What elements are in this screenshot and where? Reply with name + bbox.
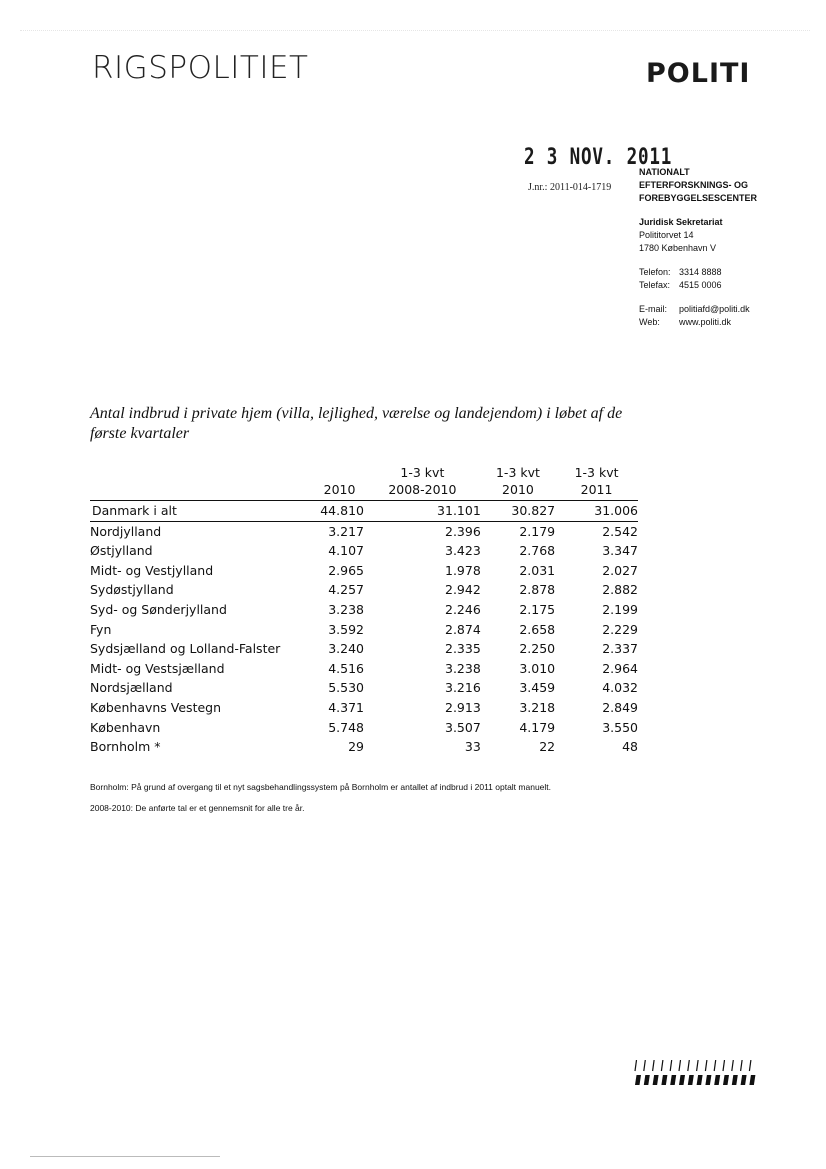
value-q-2010: 3.010 [519, 660, 556, 676]
value-q-2010: 4.179 [519, 719, 556, 735]
value-2008-2010: 3.423 [445, 543, 481, 559]
email-address: politiafd@politi.dk [679, 304, 750, 314]
barcode-bar [670, 1075, 676, 1085]
value-2010: 2.965 [328, 562, 364, 578]
region-name: Fyn [90, 621, 112, 637]
barcode-bar [732, 1075, 738, 1085]
table-row [90, 639, 638, 659]
fax-number: 4515 0006 [679, 280, 722, 290]
unit-name-line-3: FOREBYGGELSESCENTER [639, 193, 758, 203]
value-q-2010: 2.175 [519, 601, 556, 617]
value-2008-2010: 2.913 [445, 699, 481, 715]
value-q-2010: 2.658 [519, 621, 556, 637]
table-row [90, 678, 638, 698]
table-row [90, 620, 638, 640]
barcode-bar [697, 1060, 699, 1071]
table-row [90, 659, 638, 679]
value-2010: 3.238 [328, 601, 364, 617]
table-row [90, 521, 638, 541]
scan-artifact-bottom-line [30, 1156, 220, 1157]
scan-artifact-line [20, 30, 810, 31]
value-q-2011: 3.550 [602, 719, 638, 735]
value-q-2010: 22 [539, 739, 556, 755]
table-row [90, 737, 638, 757]
organization-name: RIGSPOLITIET [92, 50, 309, 86]
barcode-bar [705, 1060, 707, 1071]
region-name: Bornholm * [90, 739, 161, 755]
value-2008-2010: 2.335 [445, 641, 481, 657]
city-address: 1780 København V [639, 243, 717, 253]
table-row [90, 561, 638, 581]
header-region [90, 464, 315, 501]
unit-name-line-1: NATIONALT [639, 167, 690, 177]
region-name: Nordsjælland [90, 680, 173, 696]
total-value-2008-2010: 31.101 [364, 501, 481, 522]
email-row [639, 303, 757, 316]
barcode-bar [732, 1060, 734, 1071]
value-2008-2010: 2.396 [445, 523, 481, 539]
barcode-bar [697, 1075, 703, 1085]
table-row [90, 541, 638, 561]
phone-row [639, 266, 757, 279]
region-name: Københavns Vestegn [90, 699, 222, 715]
unit-name-line-2: EFTERFORSKNINGS- OG [639, 180, 749, 190]
value-2008-2010: 2.942 [445, 582, 481, 598]
value-q-2011: 2.542 [602, 523, 638, 539]
value-2010: 3.217 [328, 523, 364, 539]
footnote-bornholm: Bornholm: På grund af overgang til et nyt sagsbehandlingssystem på Bornholm er antallet af indbrud i 2011 optalt manuelt. [90, 782, 552, 792]
value-q-2010: 2.031 [519, 562, 556, 578]
header-col-4-line-1: 1-3 kvt [574, 465, 619, 480]
barcode-bar [644, 1075, 650, 1085]
value-q-2011: 2.229 [602, 621, 638, 637]
header-col-1 [315, 464, 364, 501]
street-address: Polititorvet 14 [639, 230, 694, 240]
value-q-2011: 2.849 [602, 699, 638, 715]
value-2010: 4.516 [328, 660, 364, 676]
value-2008-2010: 2.246 [445, 601, 481, 617]
phone-label: Telefon: [639, 267, 671, 277]
region-name: Midt- og Vestsjælland [90, 660, 225, 676]
table-row [90, 600, 638, 620]
header-col-2 [364, 464, 481, 501]
value-q-2010: 2.768 [519, 543, 556, 559]
total-value-q-2011: 31.006 [555, 501, 638, 522]
region-name: Nordjylland [90, 523, 162, 539]
fax-label: Telefax: [639, 280, 671, 290]
barcode-bar [635, 1075, 641, 1085]
journal-number: J.nr.: 2011-014-1719 [528, 182, 612, 193]
region-name: Midt- og Vestjylland [90, 562, 214, 578]
header-col-4-line-2: 2011 [580, 482, 613, 497]
value-q-2010: 2.250 [519, 641, 556, 657]
value-q-2011: 3.347 [602, 543, 638, 559]
web-address: www.politi.dk [679, 317, 732, 327]
header-col-1-line-2: 2010 [323, 482, 356, 497]
value-2008-2010: 2.874 [445, 621, 481, 637]
value-q-2011: 4.032 [602, 680, 638, 696]
total-name: Danmark i alt [90, 501, 315, 522]
table-header-row [90, 464, 638, 501]
value-2008-2010: 1.978 [445, 562, 481, 578]
barcode-bar [741, 1075, 747, 1085]
sender-address-block [639, 166, 757, 329]
barcode-bar [714, 1060, 716, 1071]
header-col-2-line-1: 1-3 kvt [400, 465, 445, 480]
value-2010: 4.257 [328, 582, 364, 598]
value-q-2010: 2.878 [519, 582, 556, 598]
value-2010: 3.240 [328, 641, 364, 657]
value-2010: 5.748 [328, 719, 364, 735]
region-name: Sydøstjylland [90, 582, 174, 598]
region-name: Syd- og Sønderjylland [90, 601, 227, 617]
value-2008-2010: 33 [464, 739, 481, 755]
footnote-period: 2008-2010: De anførte tal er et gennemsnit for alle tre år. [90, 803, 305, 813]
header-col-3-line-1: 1-3 kvt [495, 465, 540, 480]
value-q-2011: 2.199 [602, 601, 638, 617]
value-q-2010: 2.179 [519, 523, 556, 539]
barcode-bar [749, 1075, 755, 1085]
burglary-table [90, 464, 638, 757]
barcode-bar [749, 1060, 751, 1071]
barcode-bar [741, 1060, 743, 1071]
value-q-2011: 2.337 [602, 641, 638, 657]
barcode-bar [661, 1060, 663, 1071]
value-2010: 4.371 [328, 699, 364, 715]
email-label: E-mail: [639, 304, 668, 314]
region-name: Sydsjælland og Lolland-Falster [90, 641, 281, 657]
politi-logo: POLITI [646, 58, 751, 89]
barcode-bar [653, 1060, 655, 1071]
header-col-3 [481, 464, 555, 501]
barcode-bar [644, 1060, 646, 1071]
date-stamp: 2 3 NOV. 2011 [524, 145, 673, 170]
barcode-bar [661, 1075, 667, 1085]
document-heading: Antal indbrud i private hjem (villa, lejlighed, værelse og landejendom) i løbet af de første kvartaler [90, 405, 623, 442]
value-q-2011: 2.027 [602, 562, 638, 578]
barcode-bar [688, 1075, 694, 1085]
barcode-bar [714, 1075, 720, 1085]
barcode-bar [679, 1060, 681, 1071]
value-2008-2010: 3.507 [445, 719, 481, 735]
value-q-2010: 3.459 [519, 680, 556, 696]
department-name: Juridisk Sekretariat [639, 217, 723, 227]
value-q-2010: 3.218 [519, 699, 556, 715]
barcode-bar [653, 1075, 659, 1085]
total-value-2010: 44.810 [315, 501, 364, 522]
table-row [90, 580, 638, 600]
barcode-bar [679, 1075, 685, 1085]
footnotes [90, 780, 650, 822]
region-name: København [90, 719, 161, 735]
value-2008-2010: 3.216 [445, 680, 481, 696]
phone-number: 3314 8888 [679, 267, 722, 277]
value-q-2011: 2.882 [602, 582, 638, 598]
header-col-2-line-2: 2008-2010 [388, 482, 457, 497]
web-label: Web: [639, 317, 660, 327]
table-row [90, 718, 638, 738]
barcode-bar [635, 1060, 637, 1071]
fax-row [639, 279, 757, 292]
value-2010: 5.530 [328, 680, 364, 696]
barcode-bar [688, 1060, 690, 1071]
barcode-bar [723, 1060, 725, 1071]
value-2010: 4.107 [328, 543, 364, 559]
header-col-3-line-2: 2010 [502, 482, 534, 497]
value-q-2011: 2.964 [602, 660, 638, 676]
value-2010: 3.592 [328, 621, 364, 637]
barcode-icon [632, 1060, 758, 1086]
value-2010: 29 [348, 739, 364, 755]
value-q-2011: 48 [622, 739, 638, 755]
web-row [639, 316, 757, 329]
total-row [90, 501, 638, 522]
barcode-bar [723, 1075, 729, 1085]
barcode-bar [670, 1060, 672, 1071]
region-name: Østjylland [90, 543, 153, 559]
total-value-q-2010: 30.827 [481, 501, 555, 522]
value-2008-2010: 3.238 [445, 660, 481, 676]
header-col-4 [555, 464, 638, 501]
table-row [90, 698, 638, 718]
barcode-bar [705, 1075, 711, 1085]
